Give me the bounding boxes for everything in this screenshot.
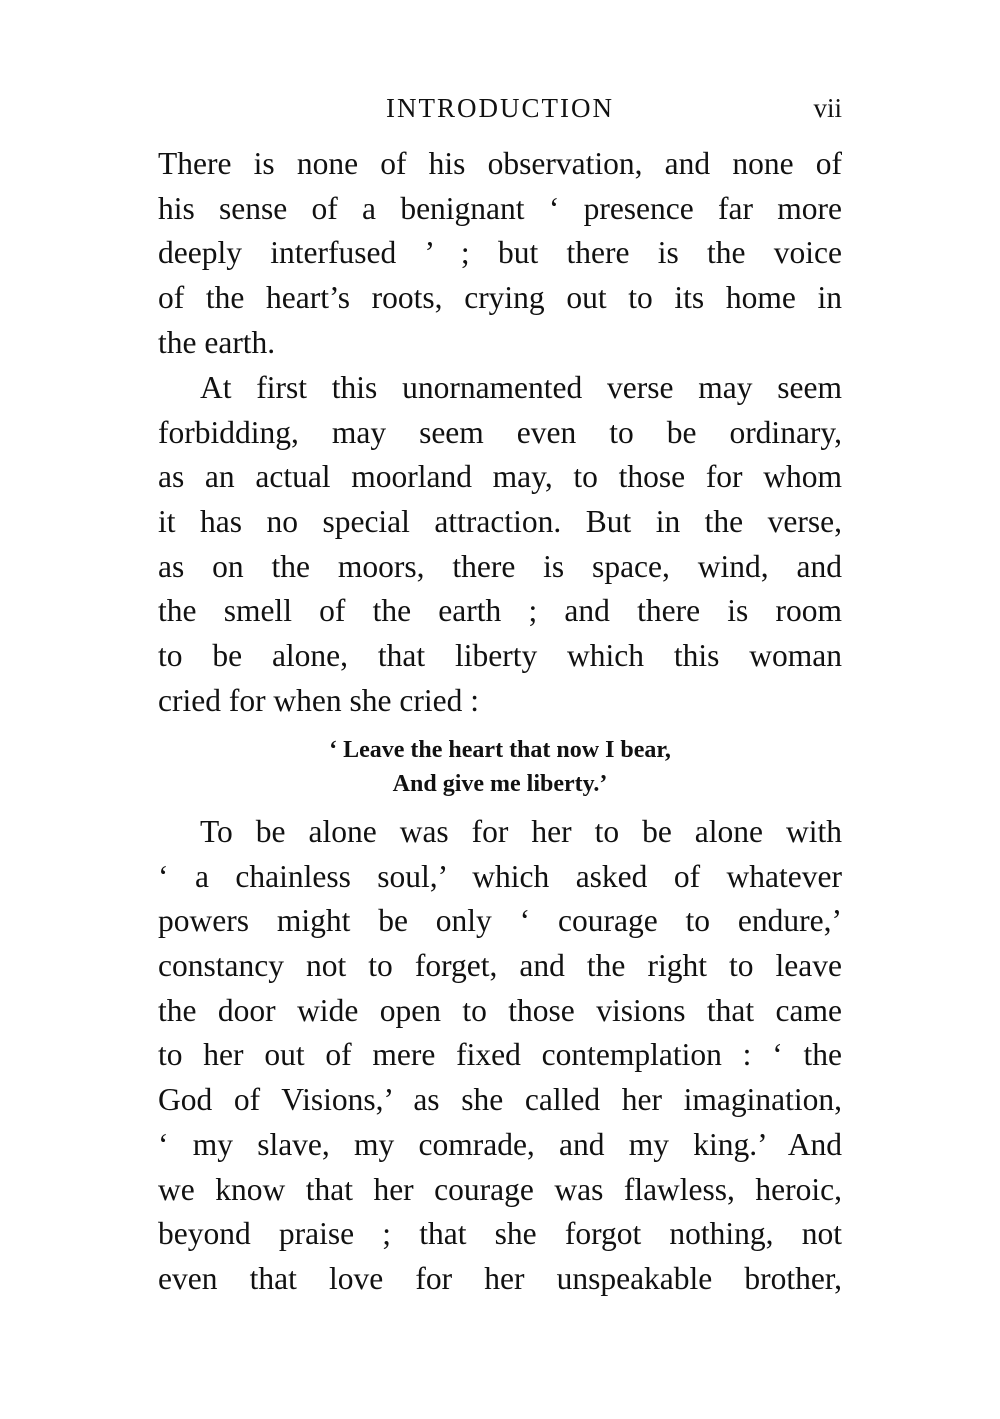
text-line: beyond praise ; that she forgot nothing, not [158,1216,842,1252]
text-line: the door wide open to those visions that came [158,992,842,1028]
text-line: At first this unornamented verse may seem [200,370,842,405]
paragraph-2 [158,366,842,724]
text-line: ‘ a chainless soul,’ which asked of whatever [158,858,842,894]
text-line: as on the moors, there is space, wind, and [158,548,842,584]
running-head [158,88,842,128]
text-line: To be alone was for her to be alone with [200,814,842,849]
text-line: God of Visions,’ as she called her imagination, [158,1082,842,1118]
text-line: we know that her courage was flawless, heroic, [158,1171,842,1207]
verse-quote [158,733,842,801]
text-line: to be alone, that liberty which this woman [158,638,842,674]
text-line: it has no special attraction. But in the verse, [158,504,842,540]
text-line: There is none of his observation, and none of [158,146,842,181]
text-line: deeply interfused ’ ; but there is the voice [158,235,842,271]
verse-line: ‘ Leave the heart that now I bear, [329,737,671,763]
text-line: ‘ my slave, my comrade, and my king.’ And [158,1126,842,1162]
text-line: constancy not to forget, and the right to leave [158,948,842,984]
text-line: even that love for her unspeakable brother, [158,1260,842,1296]
text-line: of the heart’s roots, crying out to its home in [158,280,842,316]
verse-line: And give me liberty.’ [392,771,608,797]
paragraph-1 [158,142,842,365]
page-number: vii [813,93,842,123]
chapter-title: INTRODUCTION [386,93,614,123]
text-line: the smell of the earth ; and there is room [158,593,842,629]
text-line: the earth. [158,324,276,360]
text-line: his sense of a benignant ‘ presence far more [158,190,842,226]
paragraph-3 [158,810,842,1302]
text-line: to her out of mere fixed contemplation : ‘ the [158,1037,842,1073]
text-line: cried for when she cried : [158,682,479,718]
text-line: powers might be only ‘ courage to endure,’ [158,903,842,939]
text-line: as an actual moorland may, to those for whom [158,459,842,495]
text-line: forbidding, may seem even to be ordinary, [158,414,842,450]
